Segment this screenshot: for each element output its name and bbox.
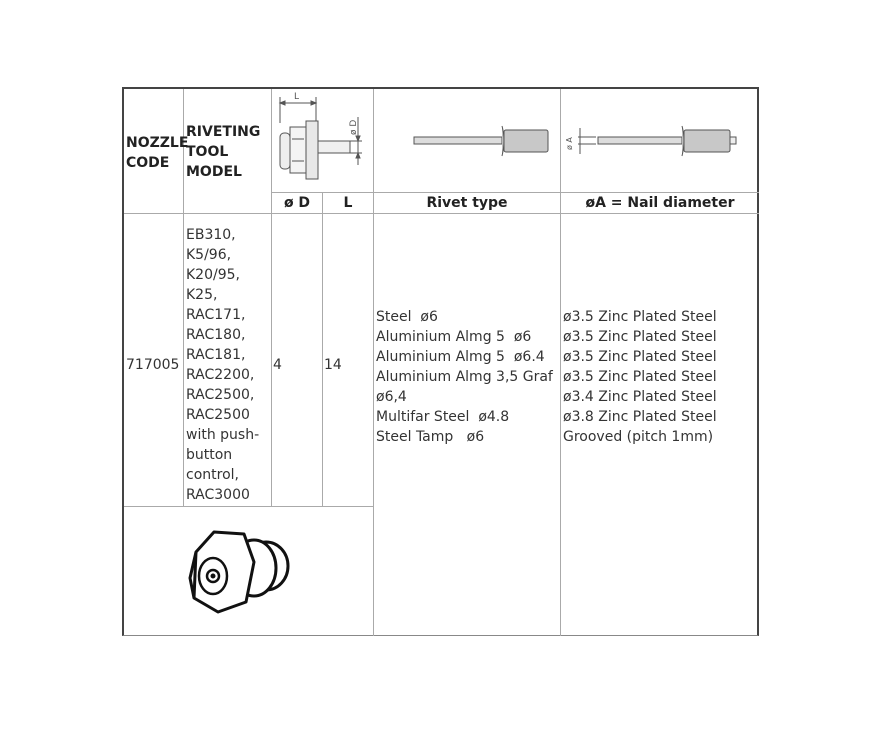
header-nozzle-code: NOZZLE CODE [126,135,189,171]
header-dim-d: ø D [283,195,311,211]
cell-nail-diameters: ø3.5 Zinc Plated Steel ø3.5 Zinc Plated Steel ø3.5 Zinc Plated Steel ø3.5 Zinc Plated Steel ø3.4 Zinc Plated Steel ø3.8 Zinc Plated Steel Grooved (pitch 1mm) [563,309,717,445]
cell-dim-d: 4 [273,357,282,373]
col-line-3 [322,193,323,507]
cell-rivet-types: Steel ø6 Aluminium Almg 5 ø6 Aluminium Almg 5 ø6.4 Aluminium Almg 3,5 Graf ø6,4 Multifar Steel ø4.8 Steel Tamp ø6 [376,309,553,445]
row-line-3 [124,506,374,507]
nozzle-illustration-icon [180,522,300,622]
col-line-4 [373,89,374,636]
cell-nozzle-code: 717005 [126,357,180,373]
header-tool-model: RIVETING TOOL MODEL [186,124,261,180]
cell-tool-models: EB310, K5/96, K20/95, K25, RAC171, RAC180, RAC181, RAC2200, RAC2500, RAC2500 with push- button control, RAC3000 [186,227,260,503]
cell-dim-l: 14 [324,357,342,373]
diagram-d-label: ø D [349,119,359,135]
diagram-a-label: ø A [565,137,574,150]
col-line-5 [560,89,561,636]
header-rivet-type: Rivet type [426,195,508,211]
nozzle-dimension-diagram-icon [272,89,372,191]
header-nail-diameter: øA = Nail diameter [585,195,735,211]
rivet-diagram-icon [410,120,555,162]
header-dim-l: L [343,195,353,211]
diagram-l-label: L [294,92,300,102]
rivet-nail-diagram-icon [562,120,742,162]
row-line-2 [124,213,759,214]
